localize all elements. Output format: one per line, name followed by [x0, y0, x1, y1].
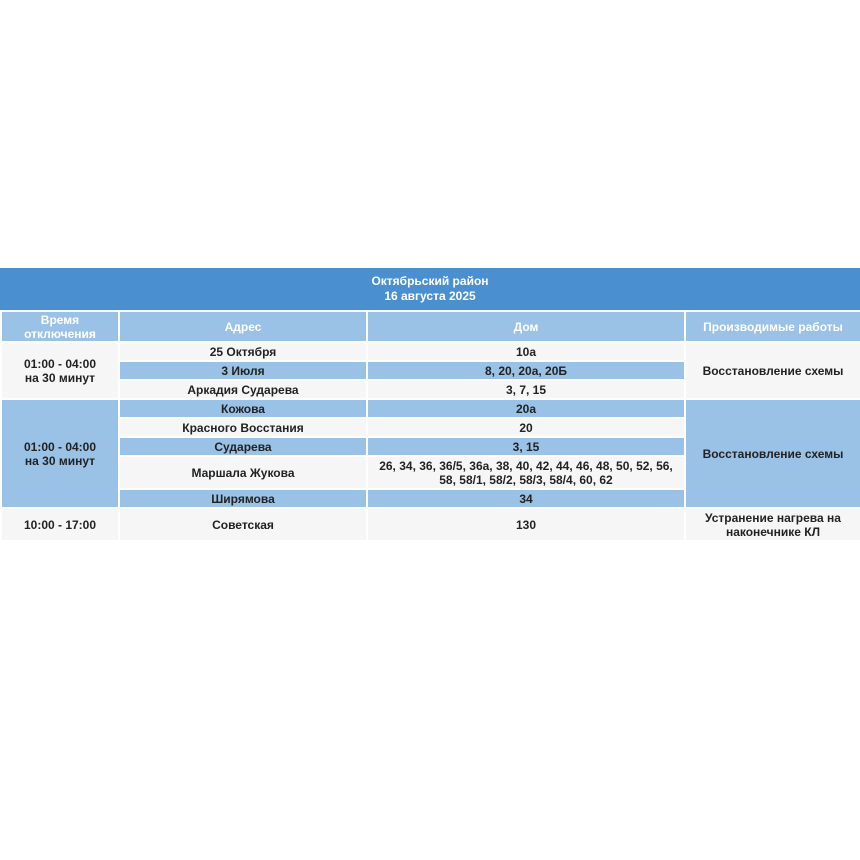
column-header-house: Дом	[367, 311, 685, 342]
house-cell: 10а	[367, 342, 685, 361]
street-cell: Красного Восстания	[119, 418, 367, 437]
table-row	[1, 508, 860, 541]
house-cell: 34	[367, 489, 685, 508]
schedule-date: 16 августа 2025	[384, 289, 476, 303]
table-row	[1, 399, 860, 418]
house-cell: 8, 20, 20а, 20Б	[367, 361, 685, 380]
outage-time: 10:00 - 17:00	[23, 517, 97, 532]
column-header-works: Производимые работы	[685, 311, 860, 342]
table-title	[0, 268, 860, 310]
house-cell: 3, 15	[367, 437, 685, 456]
house-cell: 26, 34, 36, 36/5, 36а, 38, 40, 42, 44, 46, 48, 50, 52, 56, 58, 58/1, 58/2, 58/3, 58/4, 60, 62	[367, 456, 685, 489]
column-header-time: Время отключения	[1, 311, 119, 342]
outage-time: 01:00 - 04:00	[23, 439, 97, 454]
street-cell: Маршала Жукова	[119, 456, 367, 489]
outage-time: 01:00 - 04:00	[23, 356, 97, 371]
outage-schedule	[0, 268, 860, 542]
house-cell: 20	[367, 418, 685, 437]
district-name: Октябрьский район	[371, 274, 489, 288]
table-row	[1, 342, 860, 361]
street-cell: Советская	[119, 508, 367, 541]
outage-time-cell	[1, 399, 119, 508]
house-cell: 3, 7, 15	[367, 380, 685, 399]
outage-duration: на 30 минут	[24, 370, 96, 385]
street-cell: Ширямова	[119, 489, 367, 508]
street-cell: Аркадия Сударева	[119, 380, 367, 399]
street-cell: 25 Октября	[119, 342, 367, 361]
schedule-table	[0, 310, 860, 542]
outage-time-cell	[1, 342, 119, 399]
house-cell: 130	[367, 508, 685, 541]
works-cell: Восстановление схемы	[685, 399, 860, 508]
street-cell: 3 Июля	[119, 361, 367, 380]
outage-time-cell	[1, 508, 119, 541]
house-cell: 20а	[367, 399, 685, 418]
outage-duration: на 30 минут	[24, 453, 96, 468]
street-cell: Кожова	[119, 399, 367, 418]
works-cell: Устранение нагрева на наконечнике КЛ	[685, 508, 860, 541]
street-cell: Сударева	[119, 437, 367, 456]
column-header-address: Адрес	[119, 311, 367, 342]
works-cell: Восстановление схемы	[685, 342, 860, 399]
